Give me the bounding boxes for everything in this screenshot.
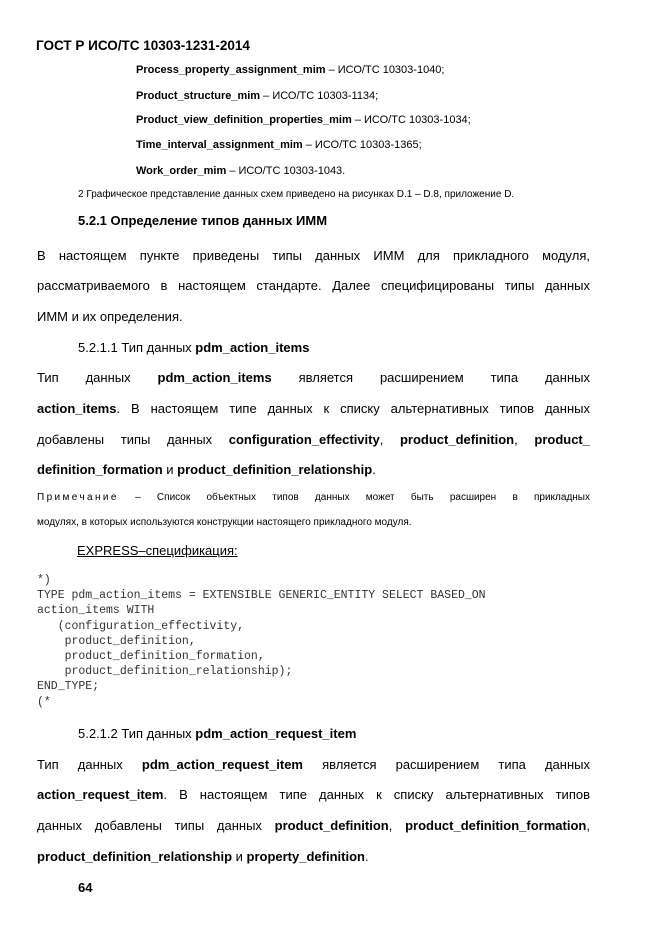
paragraph-line: ИММ и их определения. <box>37 309 183 324</box>
mim-name: Product_structure_mim <box>136 90 261 102</box>
type-name: pdm_action_request_item <box>195 726 357 741</box>
note-2: 2 Графическое представление данных схем приведено на рисунках D.1 – D.8, приложение D. <box>78 189 515 200</box>
subsection-heading-5-2-1-2: 5.2.1.2 Тип данных pdm_action_request_item <box>78 726 357 741</box>
mim-name: Work_order_mim <box>136 165 227 177</box>
mim-list-item <box>136 165 345 177</box>
type-name: pdm_action_items <box>195 340 310 355</box>
mim-list-item <box>136 64 444 76</box>
mim-list-item <box>136 114 471 126</box>
paragraph-line: данных добавлены типы данных product_definition, product_definition_formation, <box>37 818 590 833</box>
mim-ref: – ИСО/ТС 10303-1034; <box>351 114 471 126</box>
paragraph-line: Тип данных pdm_action_request_item является расширением типа данных <box>37 757 590 772</box>
mim-name: Process_property_assignment_mim <box>136 64 326 76</box>
note-line: модулях, в которых используются конструкции настоящего прикладного модуля. <box>37 517 412 528</box>
page-number: 64 <box>78 880 93 895</box>
paragraph-line: рассматриваемого в настоящем стандарте. Далее специфицированы типы данных <box>37 278 590 293</box>
mim-list-item <box>136 139 422 151</box>
subsection-heading-5-2-1-1: 5.2.1.1 Тип данных pdm_action_items <box>78 340 310 355</box>
paragraph-line: product_definition_relationship и property_definition. <box>37 849 369 864</box>
document-header: ГОСТ Р ИСО/ТС 10303-1231-2014 <box>36 38 250 53</box>
mim-list-item <box>136 90 378 102</box>
mim-ref: – ИСО/ТС 10303-1043. <box>226 165 346 177</box>
mim-ref: – ИСО/ТС 10303-1365; <box>302 139 422 151</box>
section-heading-5-2-1: 5.2.1 Определение типов данных ИММ <box>78 213 328 228</box>
paragraph-line: В настоящем пункте приведены типы данных ИММ для прикладного модуля, <box>37 248 590 263</box>
mim-name: Product_view_definition_properties_mim <box>136 114 352 126</box>
paragraph-line: добавлены типы данных configuration_effectivity, product_definition, product_ <box>37 432 590 447</box>
note-line: Примечание – Список объектных типов данных может быть расширен в прикладных <box>37 492 590 503</box>
note-label: Примечание <box>37 492 119 503</box>
paragraph-line: definition_formation и product_definition_relationship. <box>37 462 376 477</box>
mim-ref: – ИСО/ТС 10303-1040; <box>325 64 445 76</box>
mim-name: Time_interval_assignment_mim <box>136 139 303 151</box>
express-spec-label: EXPRESS–спецификация: <box>77 543 238 558</box>
paragraph-line: action_items. В настоящем типе данных к списку альтернативных типов данных <box>37 401 590 416</box>
paragraph-line: action_request_item. В настоящем типе данных к списку альтернативных типов <box>37 787 590 802</box>
paragraph-line: Тип данных pdm_action_items является расширением типа данных <box>37 370 590 385</box>
express-code-block: *) TYPE pdm_action_items = EXTENSIBLE GENERIC_ENTITY SELECT BASED_ON action_items WITH (configuration_effectivity, product_definition, product_definition_formation, product_definition_relationship); END_TYPE; (* <box>37 574 486 709</box>
mim-ref: – ИСО/ТС 10303-1134; <box>260 90 379 102</box>
